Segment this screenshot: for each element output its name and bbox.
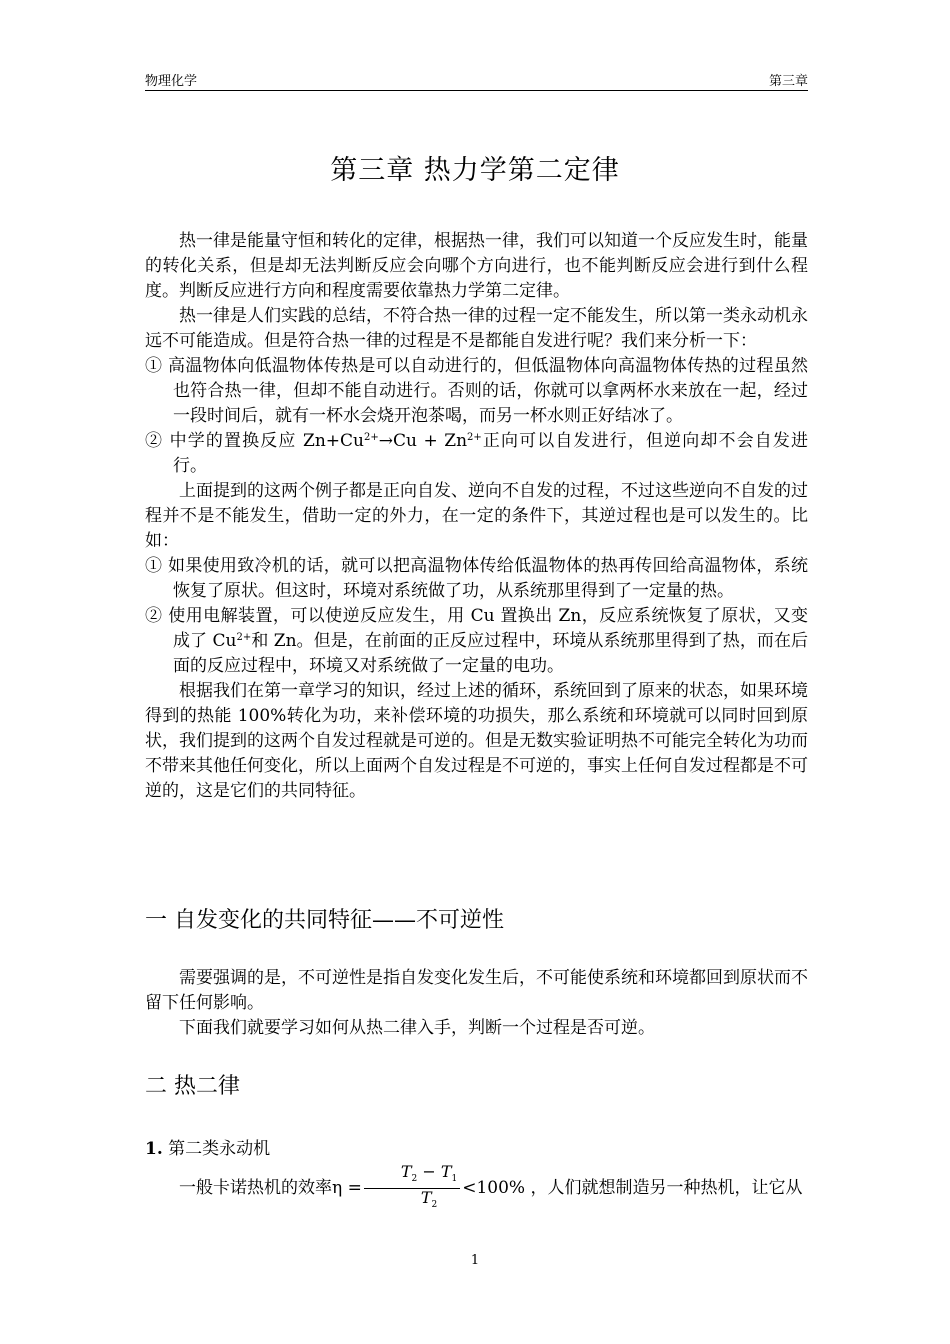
header-right: 第三章 [768,74,808,89]
intro-paragraph-4: 根据我们在第一章学习的知识，经过上述的循环，系统回到了原来的状态，如果环境得到的热能 100%转化为功，来补偿环境的功损失，那么系统和环境就可以同时回到原状，我们提到的这两个自发过程就是可逆的。但是无数实验证明热不可能完全转化为功而不带来其他任何变化，所以上面两个自发过程是不可逆的，事实上任何自发过程都是不可逆的，这是它们的共同特征。 [145,681,808,801]
intro-paragraph-2: 热一律是人们实践的总结，不符合热一律的过程一定不能发生，所以第一类永动机永远不可能造成。但是符合热一律的过程是不是都能自发进行呢？我们来分析一下： [145,306,808,351]
section-1-paragraph-1: 需要强调的是，不可逆性是指自发变化发生后，不可能使系统和环境都回到原状而不留下任何影响。 [145,968,808,1013]
chapter-title: 第三章 热力学第二定律 [330,155,620,186]
section-1-paragraph-2: 下面我们就要学习如何从热二律入手，判断一个过程是否可逆。 [179,1018,655,1038]
header-left: 物理化学 [145,74,198,89]
efficiency-fraction: $\frac{T_2 - T_1}{T_2}$ [364,1163,460,1214]
section-1-heading: 一 自发变化的共同特征——不可逆性 [145,908,504,933]
example-item-electrolysis: ② 使用电解装置，可以使逆反应发生，用 Cu 置换出 Zn，反应系统恢复了原状，又变成了 $Cu^{2+}$和 Zn。但是，在前面的正反应过程中，环境从系统那里得到了热，而在后面的反应过程中，环境又对系统做了一定量的电功。 [145,606,808,676]
subsection-1-heading: 1. 第二类永动机 [145,1139,271,1159]
example-item-heat: ① 高温物体向低温物体传热是可以自动进行的，但低温物体向高温物体传热的过程虽然也符合热一律，但却不能自动进行。否则的话，你就可以拿两杯水来放在一起，经过一段时间后，就有一杯水会烧开泡茶喝，而另一杯水则正好结冰了。 [145,356,808,426]
intro-paragraph-1: 热一律是能量守恒和转化的定律，根据热一律，我们可以知道一个反应发生时，能量的转化关系，但是却无法判断反应会向哪个方向进行，也不能判断反应会进行到什么程度。判断反应进行方向和程度需要依靠热力学第二定律。 [145,231,808,301]
intro-paragraph-3: 上面提到的这两个例子都是正向自发、逆向不自发的过程，不过这些逆向不自发的过程并不是不能发生，借助一定的外力，在一定的条件下，其逆过程也是可以发生的。比如： [145,481,808,551]
header-rule [145,90,808,91]
eta-symbol: η = [332,1178,362,1199]
example-item-refrigerator: ① 如果使用致冷机的话，就可以把高温物体传给低温物体的热再传回给高温物体，系统恢复了原状。但这时，环境对系统做了功，从系统那里得到了一定量的热。 [145,556,808,601]
example-item-reaction: ② 中学的置换反应 $Zn+Cu^{2+}\to Cu + Zn^{2+}$正向可以自发进行，但逆向却不会自发进行。 [145,431,809,476]
section-2-heading: 二 热二律 [145,1074,240,1099]
section-1-body [145,966,808,1041]
page-number: 1 [470,1253,480,1268]
intro-section [145,229,808,804]
efficiency-paragraph: 一般卡诺热机的效率η = $\frac{T_2 - T_1}{T_2}$ <100% ，人们就想制造另一种热机，让它从 [145,1163,808,1214]
